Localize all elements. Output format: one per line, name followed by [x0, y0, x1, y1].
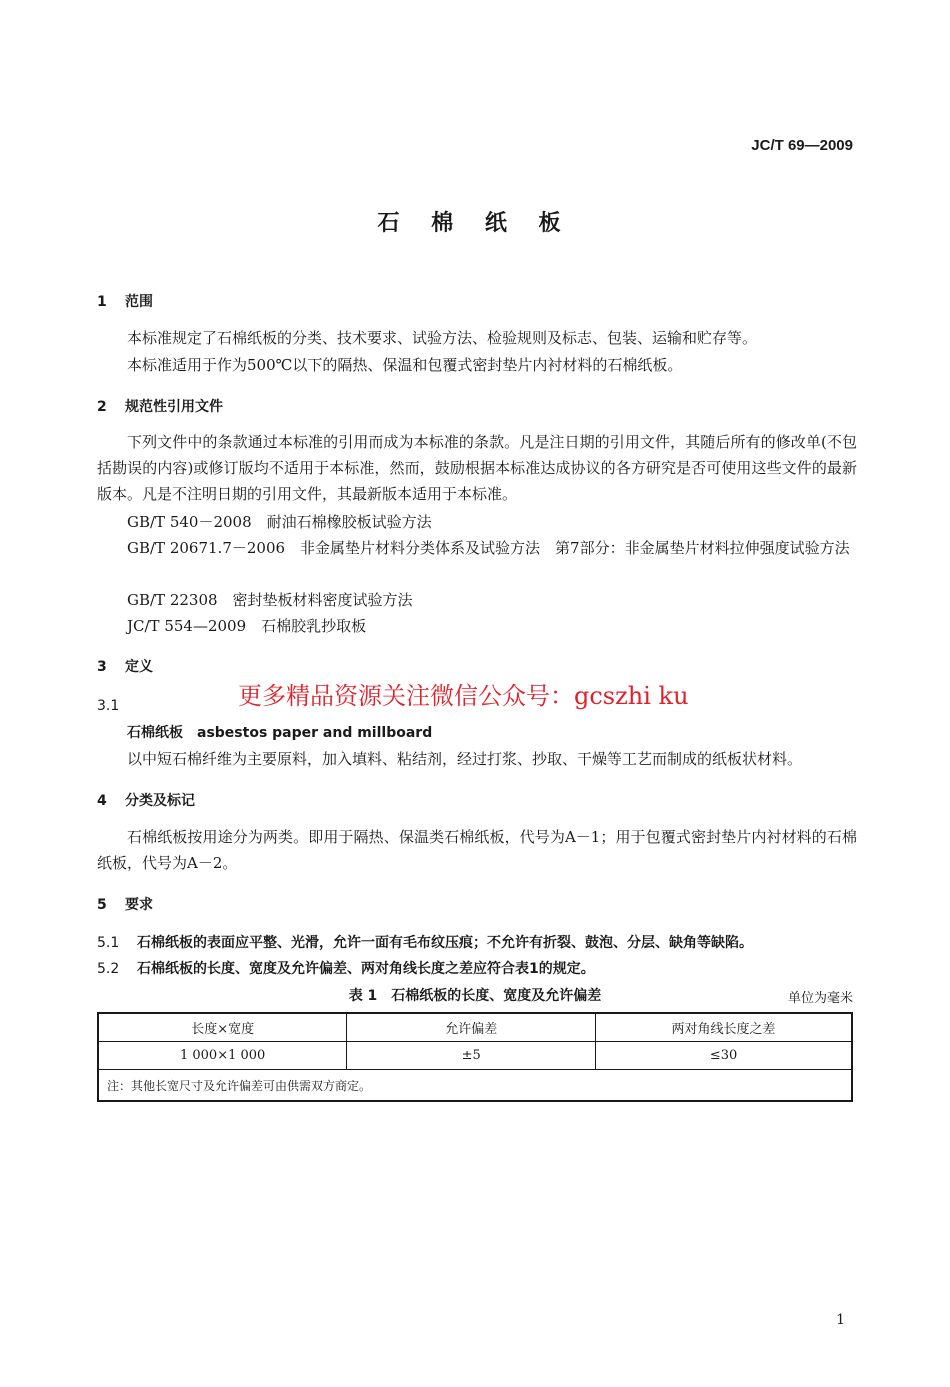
section-4-para-1: 石棉纸板按用途分为两类。即用于隔热、保温类石棉纸板，代号为A－1；用于包覆式密封垫片内衬材料的石棉纸板，代号为A－2。	[97, 828, 857, 872]
section-1-para-1: 本标准规定了石棉纸板的分类、技术要求、试验方法、检验规则及标志、包装、运输和贮存等。	[127, 329, 758, 347]
reference-item: GB/T 20671.7－2006 非金属垫片材料分类体系及试验方法 第7部分：非金属垫片材料拉伸强度试验方法	[127, 539, 850, 557]
term-entry: 石棉纸板 asbestos paper and millboard	[127, 725, 433, 741]
document-title: 石 棉 纸 板	[377, 211, 573, 236]
section-number: 4	[97, 793, 107, 809]
section-number: 2	[97, 399, 107, 415]
section-1-para-2: 本标准适用于作为500℃以下的隔热、保温和包覆式密封垫片内衬材料的石棉纸板。	[127, 356, 683, 374]
table-cell: ±5	[347, 1042, 596, 1070]
table-cell: 1 000×1 000	[98, 1042, 347, 1070]
section-number: 3	[97, 659, 107, 675]
dimension-table	[97, 1012, 853, 1102]
table-row	[98, 1042, 852, 1070]
table-cell: ≤30	[596, 1042, 852, 1070]
section-2-para-1: 下列文件中的条款通过本标准的引用而成为本标准的条款。凡是注日期的引用文件，其随后所有的修改单(不包括勘误的内容)或修订版均不适用于本标准，然而，鼓励根据本标准达成协议的各方研究是否可使用这些文件的最新版本。凡是不注明日期的引用文件，其最新版本适用于本标准。	[97, 433, 857, 503]
section-1-heading	[97, 291, 153, 311]
table-note: 注：其他长宽尺寸及允许偏差可由供需双方商定。	[98, 1070, 852, 1102]
table-header-cell: 两对角线长度之差	[596, 1013, 852, 1042]
clause-text: 石棉纸板的表面应平整、光滑，允许一面有毛布纹压痕；不允许有折裂、鼓泡、分层、缺角等缺陷。	[137, 935, 753, 951]
reference-item: JC/T 554—2009 石棉胶乳抄取板	[127, 617, 367, 635]
subsection-3-1-number: 3.1	[97, 698, 120, 714]
table-caption: 表 1 石棉纸板的长度、宽度及允许偏差	[348, 988, 602, 1004]
clause-text: 石棉纸板的长度、宽度及允许偏差、两对角线长度之差应符合表1的规定。	[137, 961, 595, 977]
table-header-cell: 长度×宽度	[98, 1013, 347, 1042]
clause-number: 5.2	[97, 961, 120, 977]
table-note-row	[98, 1070, 852, 1102]
reference-item: GB/T 540－2008 耐油石棉橡胶板试验方法	[127, 513, 432, 531]
section-title: 要求	[125, 897, 153, 913]
clause-number: 5.1	[97, 935, 120, 951]
section-title: 定义	[125, 659, 153, 675]
page-number: 1	[836, 1312, 845, 1328]
section-4-heading	[97, 790, 195, 810]
section-number: 1	[97, 294, 107, 310]
table-header-cell: 允许偏差	[347, 1013, 596, 1042]
section-3-heading	[97, 656, 153, 676]
table-unit: 单位为毫米	[787, 991, 853, 1006]
section-5-heading	[97, 894, 153, 914]
section-number: 5	[97, 897, 107, 913]
section-title: 范围	[125, 294, 153, 310]
clause-5-1	[97, 932, 753, 952]
section-2-heading	[97, 396, 223, 416]
standard-code: JC/T 69—2009	[751, 137, 853, 154]
table-header-row	[98, 1013, 852, 1042]
section-title: 规范性引用文件	[125, 399, 223, 415]
term-definition: 以中短石棉纤维为主要原料，加入填料、粘结剂，经过打浆、抄取、干燥等工艺而制成的纸板状材料。	[127, 750, 803, 768]
watermark-text: 更多精品资源关注微信公众号：gcszhi ku	[238, 682, 689, 710]
section-title: 分类及标记	[125, 793, 195, 809]
reference-item: GB/T 22308 密封垫板材料密度试验方法	[127, 591, 413, 609]
clause-5-2	[97, 958, 595, 978]
